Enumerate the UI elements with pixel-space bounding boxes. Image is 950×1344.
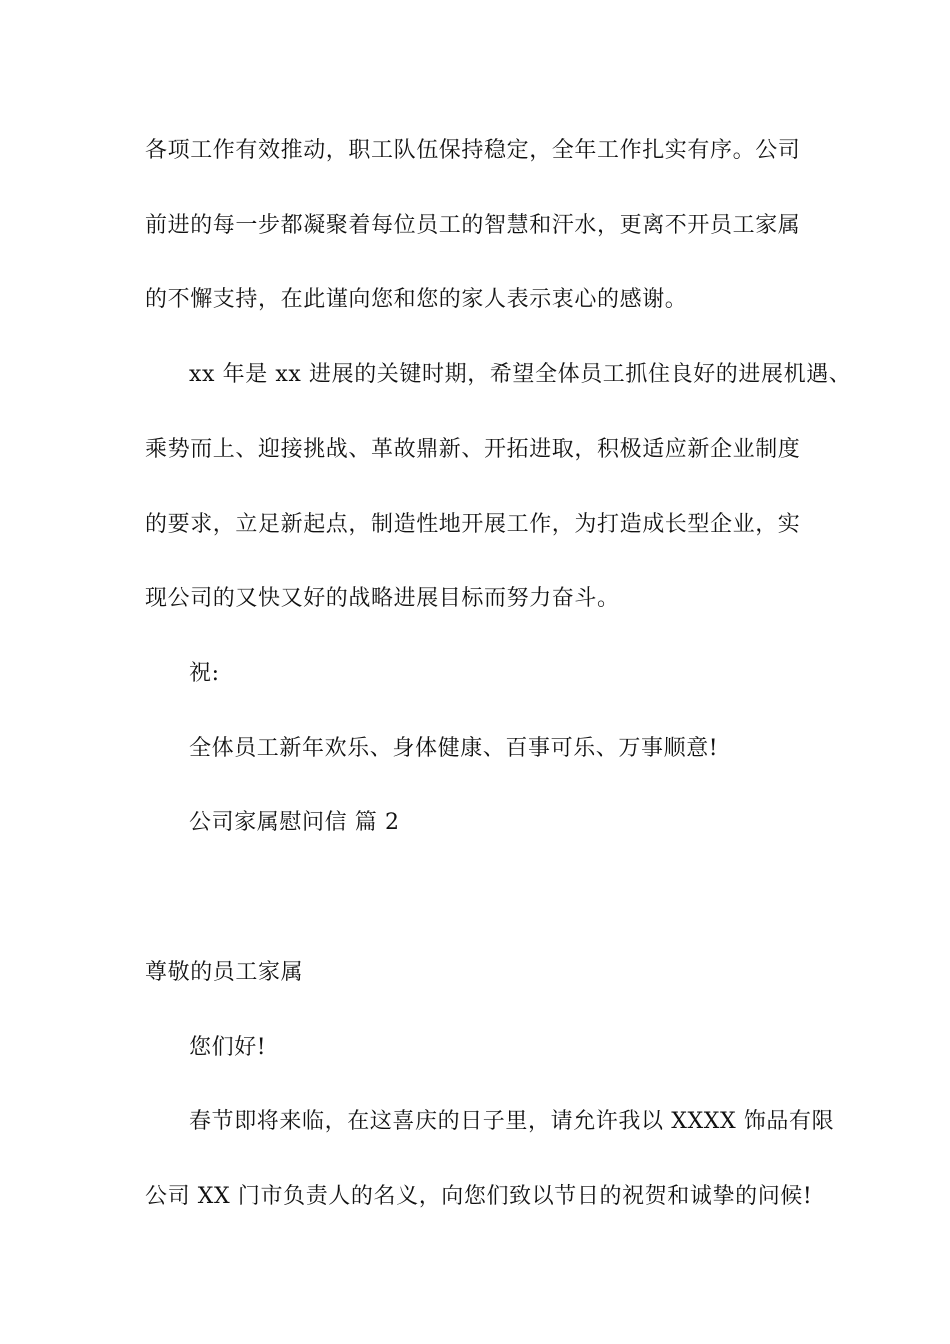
- paragraph-line: 现公司的又快又好的战略进展目标而努力奋斗。: [145, 586, 620, 611]
- paragraph-line: 前进的每一步都凝聚着每位员工的智慧和汗水，更离不开员工家属: [145, 213, 801, 238]
- greeting-line: 祝:: [189, 661, 220, 686]
- paragraph-line: 各项工作有效推动，职工队伍保持稳定，全年工作扎实有序。公司: [145, 138, 801, 163]
- paragraph-line: 乘势而上、迎接挑战、革故鼎新、开拓进取，积极适应新企业制度: [145, 437, 801, 462]
- paragraph-line: 公司 XX 门市负责人的名义，向您们致以节日的祝贺和诚挚的问候!: [145, 1184, 813, 1209]
- salutation: 尊敬的员工家属: [145, 960, 304, 985]
- wishes-line: 全体员工新年欢乐、身体健康、百事可乐、万事顺意!: [189, 736, 719, 761]
- paragraph-line: xx 年是 xx 进展的关键时期，希望全体员工抓住良好的进展机遇、: [189, 362, 852, 387]
- paragraph-line: 的不懈支持，在此谨向您和您的家人表示衷心的感谢。: [145, 287, 688, 312]
- greeting-line: 您们好!: [189, 1035, 267, 1060]
- paragraph-line: 的要求，立足新起点，制造性地开展工作，为打造成长型企业，实: [145, 512, 801, 537]
- paragraph-line: 春节即将来临，在这喜庆的日子里，请允许我以 XXXX 饰品有限: [189, 1109, 835, 1134]
- section-title: 公司家属慰问信 篇 2: [189, 810, 400, 835]
